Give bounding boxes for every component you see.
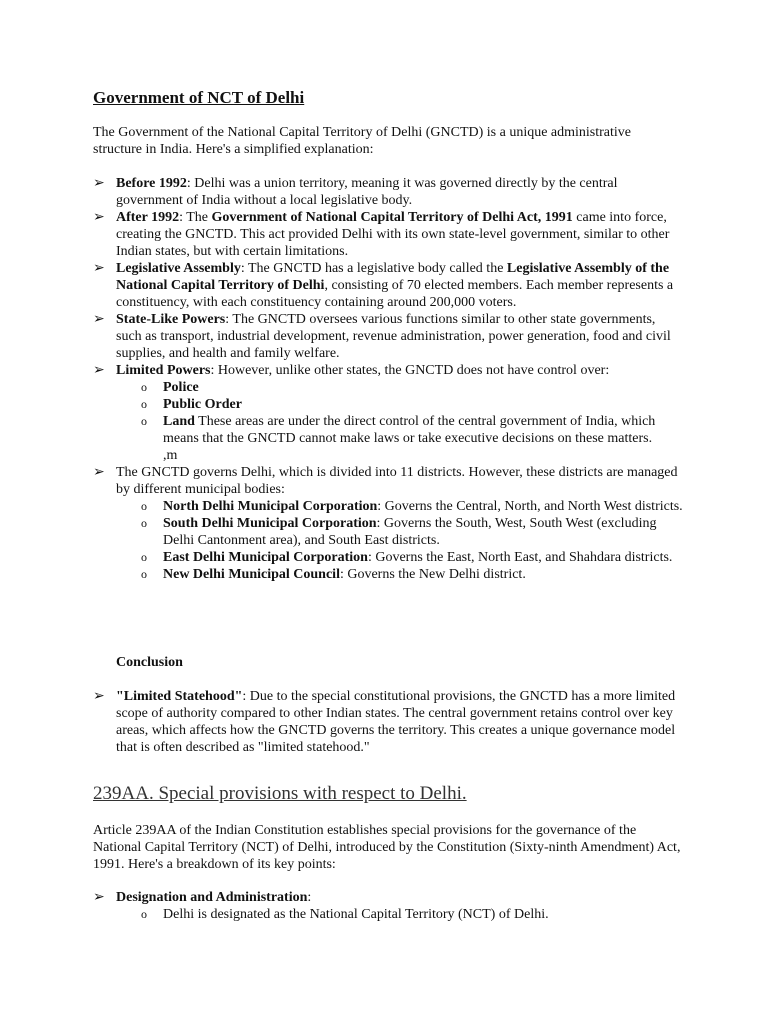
list-item-before-1992: ➢ Before 1992: Delhi was a union territory, meaning it was governed directly by the central government of India without a local legislative body. <box>93 176 618 208</box>
list-item-legislative-assembly: ➢ Legislative Assembly: The GNCTD has a legislative body called the Legislative Assembly of the National Capital Territory of Delhi, consisting of 70 elected members. Each member represents a constituency, with each constituency containing around 200,000 voters. <box>93 261 674 310</box>
circle-bullet-icon: o <box>141 414 147 428</box>
sub-item-east-delhi: o East Delhi Municipal Corporation: Governs the East, North East, and Shahdara districts. <box>141 550 673 565</box>
conclusion-list <box>93 688 683 756</box>
sub-item-land: o Land These areas are under the direct control of the central government of India, which means that the GNCTD cannot make laws or take executive decisions on these matters. ,m <box>141 414 677 463</box>
arrow-bullet-icon: ➢ <box>93 465 105 480</box>
circle-bullet-icon: o <box>141 397 147 411</box>
conclusion-heading: Conclusion <box>116 655 183 670</box>
section-intro-paragraph: Article 239AA of the Indian Constitution establishes special provisions for the governance of the National Capital Territory (NCT) of Delhi, introduced by the Constitution (Sixty-ninth Amendment) Act, 1991. Here's a breakdown of its key points: <box>93 823 681 872</box>
section-bullet-list <box>93 889 683 923</box>
sub-item-designation-nct: o Delhi is designated as the National Capital Territory (NCT) of Delhi. <box>141 907 549 922</box>
list-item-designation: ➢ Designation and Administration: <box>93 890 312 905</box>
list-item-districts: ➢ The GNCTD governs Delhi, which is divided into 11 districts. However, these districts are managed by different municipal bodies: <box>93 465 678 497</box>
arrow-bullet-icon: ➢ <box>93 363 105 378</box>
list-item-state-like-powers: ➢ State-Like Powers: The GNCTD oversees various functions similar to other state governments, such as transport, industrial development, revenue administration, power generation, food and civil supplies, and health and family welfare. <box>93 312 671 361</box>
sub-item-public-order: o Public Order <box>141 397 242 412</box>
circle-bullet-icon: o <box>141 567 147 581</box>
list-item-after-1992: ➢ After 1992: The Government of National Capital Territory of Delhi Act, 1991 came into force, creating the GNCTD. This act provided Delhi with its own state-level government, similar to other Indian states, but with certain limitations. <box>93 210 670 259</box>
circle-bullet-icon: o <box>141 380 147 394</box>
arrow-bullet-icon: ➢ <box>93 312 105 327</box>
circle-bullet-icon: o <box>141 550 147 564</box>
arrow-bullet-icon: ➢ <box>93 689 105 704</box>
list-item-limited-powers: ➢ Limited Powers: However, unlike other states, the GNCTD does not have control over: <box>93 363 610 378</box>
circle-bullet-icon: o <box>141 499 147 513</box>
arrow-bullet-icon: ➢ <box>93 210 105 225</box>
section-heading-239aa: 239AA. Special provisions with respect to Delhi. <box>93 783 467 804</box>
sub-item-new-delhi: o New Delhi Municipal Council: Governs the New Delhi district. <box>141 567 526 582</box>
sub-item-north-delhi: o North Delhi Municipal Corporation: Governs the Central, North, and North West districts. <box>141 499 683 514</box>
arrow-bullet-icon: ➢ <box>93 176 105 191</box>
arrow-bullet-icon: ➢ <box>93 261 105 276</box>
sub-item-police: o Police <box>141 380 199 395</box>
circle-bullet-icon: o <box>141 907 147 921</box>
main-bullet-list <box>93 175 683 583</box>
page-title: Government of NCT of Delhi <box>93 88 305 107</box>
list-item-limited-statehood: ➢ "Limited Statehood": Due to the special constitutional provisions, the GNCTD has a more limited scope of authority compared to other Indian states. The central government retains control over key areas, which affects how the GNCTD governs the territory. This creates a unique governance model that is often described as "limited statehood." <box>93 689 676 755</box>
circle-bullet-icon: o <box>141 516 147 530</box>
arrow-bullet-icon: ➢ <box>93 890 105 905</box>
intro-paragraph: The Government of the National Capital Territory of Delhi (GNCTD) is a unique administrative structure in India. Here's a simplified explanation: <box>93 125 632 157</box>
sub-item-south-delhi: o South Delhi Municipal Corporation: Governs the South, West, South West (excluding Delhi Cantonment area), and South East districts. <box>141 516 657 548</box>
